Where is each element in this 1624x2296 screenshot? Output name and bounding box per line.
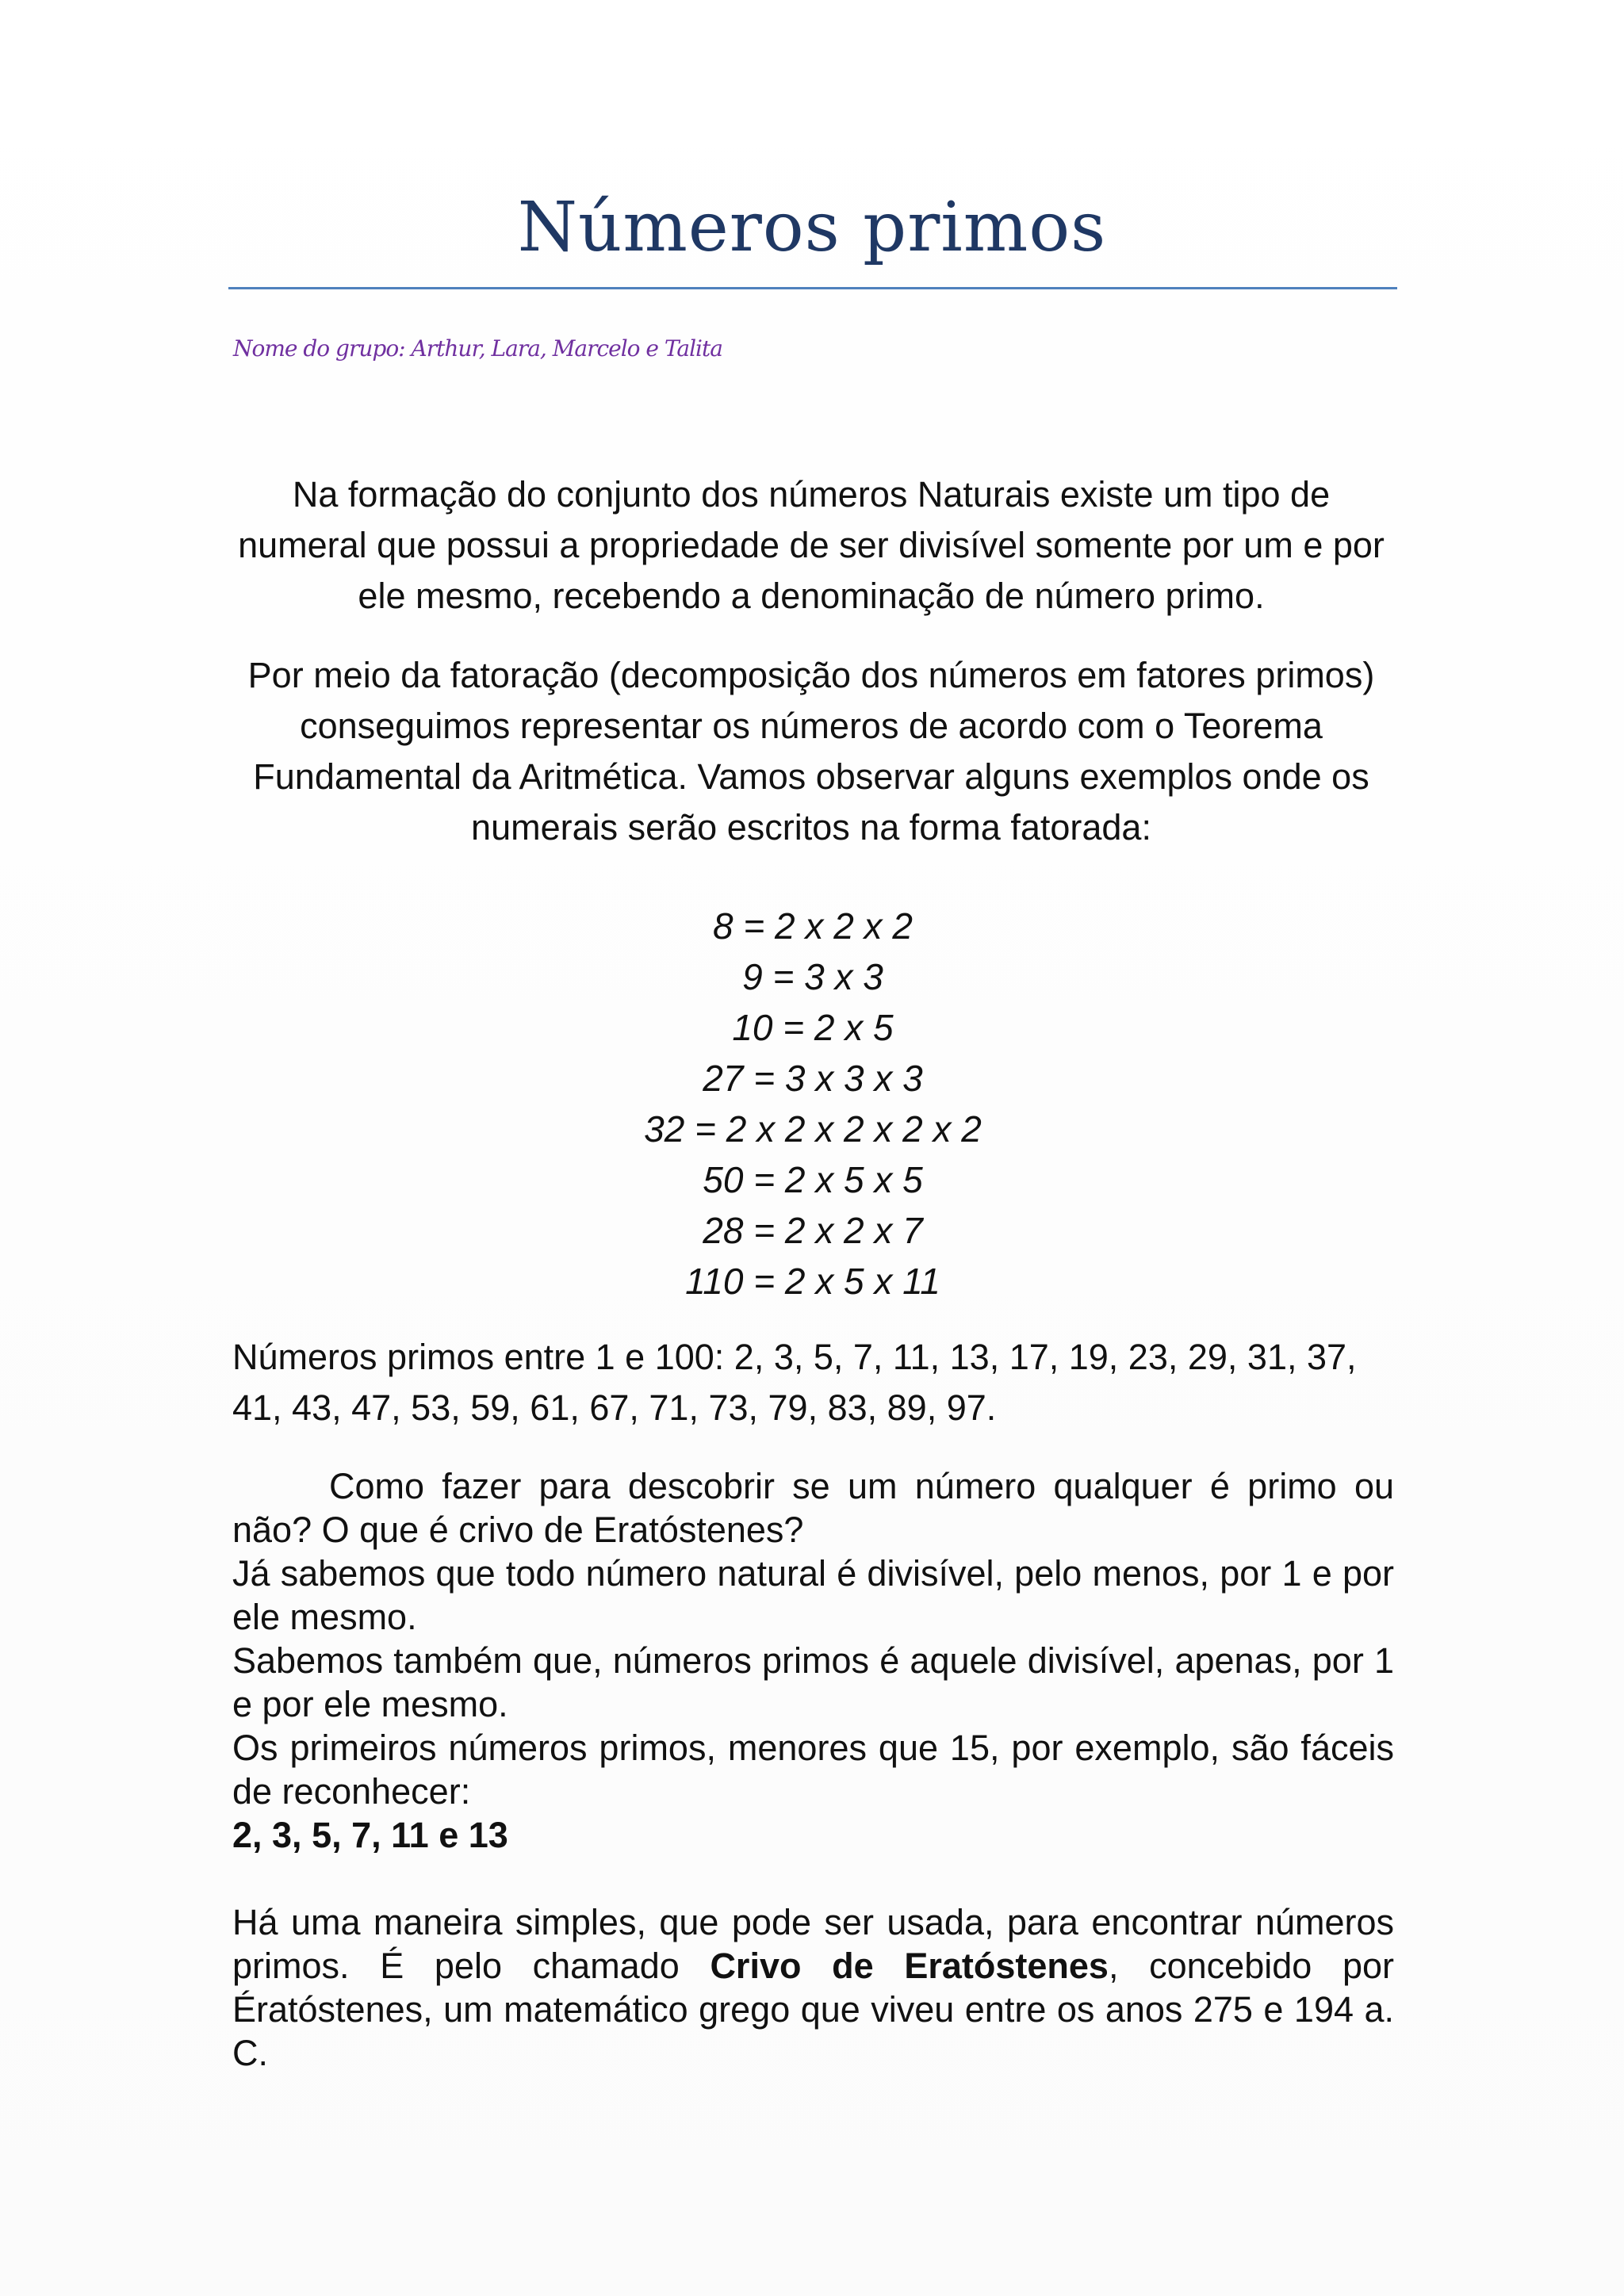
factorization-item: 32 = 2 x 2 x 2 x 2 x 2 (644, 1108, 982, 1150)
sieve-name: Crivo de Eratóstenes (710, 1946, 1109, 1986)
sieve-text-before: Há uma maneira simples, que pode ser usada, para encontrar números primos. É pelo chamado (232, 1902, 1394, 1986)
title-underline (228, 287, 1397, 289)
factorization-item: 10 = 2 x 5 (732, 1007, 894, 1048)
factorization-item: 9 = 3 x 3 (742, 956, 883, 997)
factorization-item: 50 = 2 x 5 x 5 (703, 1159, 923, 1200)
factorization-item: 8 = 2 x 2 x 2 (713, 905, 913, 947)
factorization-paragraph: Por meio da fatoração (decomposição dos números em fatores primos) conseguimos representar os números de acordo com o Teorema Fundamental da Aritmética. Vamos observar alguns exemplos onde os numerais serão escritos na forma fatorada: (247, 655, 1375, 848)
sieve-text-after: , concebido por Ératóstenes, um matemático grego que viveu entre os anos 275 e 194 a. C. (232, 1946, 1394, 2073)
factorization-item: 28 = 2 x 2 x 7 (703, 1210, 923, 1251)
factorization-item: 27 = 3 x 3 x 3 (703, 1058, 923, 1099)
document-title: Números primos (517, 188, 1107, 267)
question-paragraph: Como fazer para descobrir se um número qualquer é primo ou não? O que é crivo de Eratóstenes? (232, 1466, 1394, 1550)
fact-paragraph-3: Os primeiros números primos, menores que 15, por exemplo, são fáceis de reconhecer: (232, 1728, 1394, 1812)
primes-to-100: Números primos entre 1 e 100: 2, 3, 5, 7, 11, 13, 17, 19, 23, 29, 31, 37, 41, 43, 47, 53, 59, 61, 67, 71, 73, 79, 83, 89, 97. (232, 1337, 1357, 1428)
intro-paragraph: Na formação do conjunto dos números Naturais existe um tipo de numeral que possui a propriedade de ser divisível somente por um e por ele mesmo, recebendo a denominação de número primo. (238, 474, 1385, 616)
factorization-list (555, 901, 1071, 1307)
small-primes: 2, 3, 5, 7, 11 e 13 (232, 1815, 508, 1855)
group-names: Nome do grupo: Arthur, Lara, Marcelo e Talita (233, 335, 722, 362)
factorization-item: 110 = 2 x 5 x 11 (685, 1261, 940, 1302)
sieve-paragraph (232, 1900, 1394, 2075)
fact-paragraph-2: Sabemos também que, números primos é aquele divisível, apenas, por 1 e por ele mesmo. (232, 1640, 1394, 1724)
fact-paragraph-1: Já sabemos que todo número natural é divisível, pelo menos, por 1 e por ele mesmo. (232, 1553, 1394, 1637)
